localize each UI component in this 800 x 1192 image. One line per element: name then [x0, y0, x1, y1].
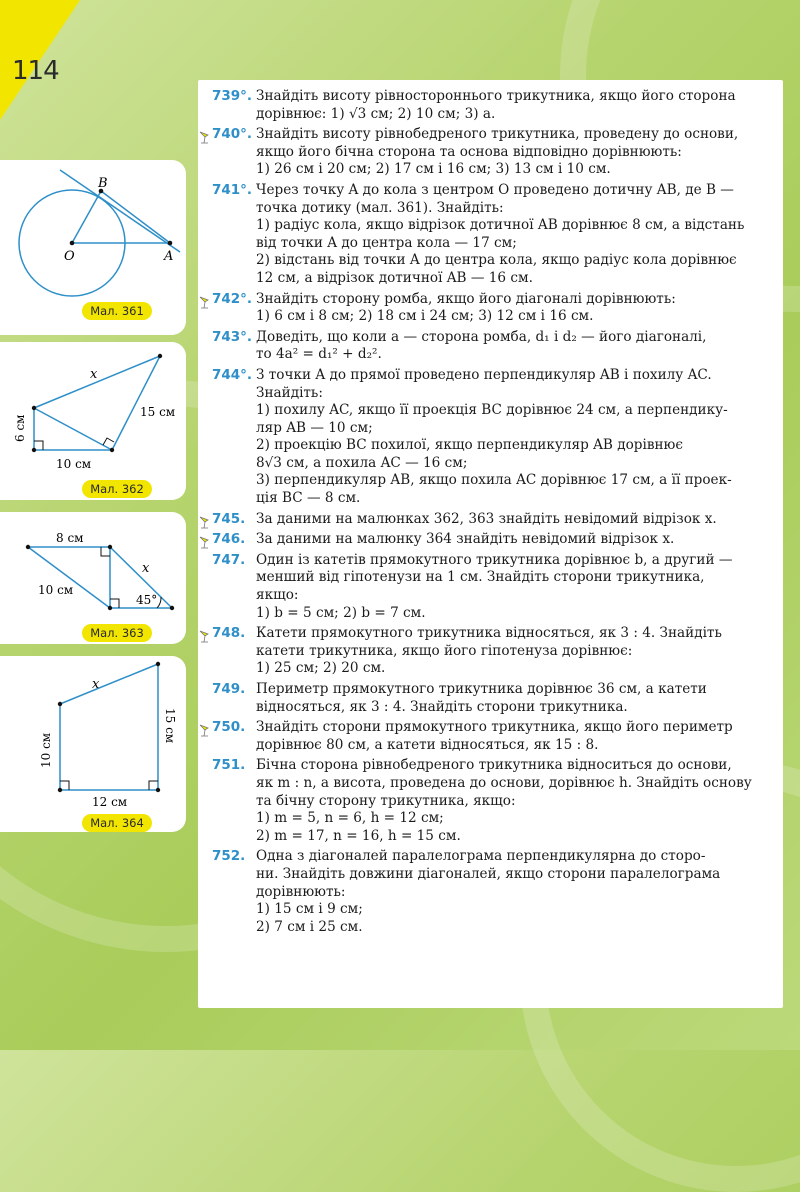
- exercise-text-line: 1) 26 см і 20 см; 2) 17 см і 16 см; 3) 13 см і 10 см.: [256, 161, 611, 178]
- exercise-number: 743°.: [212, 328, 253, 345]
- figure-caption: Мал. 361: [82, 302, 152, 320]
- exercise-text-line: відносяться, як 3 : 4. Знайдіть сторони трикутника.: [256, 698, 628, 715]
- exercise-number: 742°.: [212, 290, 253, 307]
- label-x: x: [90, 367, 98, 382]
- exercise-number: 741°.: [212, 181, 253, 198]
- exercise-text-line: 2) відстань від точки A до центра кола, якщо радіус кола дорівнює: [256, 252, 737, 269]
- exercise-text-line: менший від гіпотенузи на 1 см. Знайдіть сторони трикутника,: [256, 569, 705, 586]
- label-6cm: 6 см: [13, 414, 27, 442]
- lamp-icon: [198, 130, 212, 144]
- label-o: O: [64, 249, 75, 264]
- triangles-diagram: [0, 342, 186, 477]
- exercise-text-line: З точки A до прямої проведено перпендикуляр AB і похилу AC.: [256, 366, 712, 383]
- exercise-number: 745.: [212, 510, 246, 527]
- exercise-text-line: Знайдіть:: [256, 384, 323, 401]
- figure-caption: Мал. 362: [82, 480, 152, 498]
- exercise-text-line: ція BC — 8 см.: [256, 490, 361, 507]
- exercise-number: 740°.: [212, 126, 253, 143]
- exercise-text-line: дорівнює: 1) √3 см; 2) 10 см; 3) a.: [256, 105, 496, 122]
- label-45deg: 45°: [136, 593, 158, 607]
- exercise-item: [212, 511, 774, 529]
- exercise-number: 752.: [212, 848, 246, 865]
- lamp-icon: [198, 535, 212, 549]
- exercise-text-line: від точки A до центра кола — 17 см;: [256, 234, 517, 251]
- exercise-text-line: Один із катетів прямокутного трикутника дорівнює b, а другий —: [256, 551, 733, 568]
- exercise-text-line: 1) похилу AC, якщо її проекція BC дорівнює 24 см, а перпендику-: [256, 402, 728, 419]
- lamp-icon: [198, 629, 212, 643]
- label-10cm: 10 см: [56, 457, 92, 471]
- exercise-text-line: Бічна сторона рівнобедреного трикутника відноситься до основи,: [256, 757, 732, 774]
- exercise-text-line: За даними на малюнках 362, 363 знайдіть невідомий відрізок x.: [256, 510, 717, 527]
- figure-caption: Мал. 364: [82, 814, 152, 832]
- label-a: A: [164, 249, 174, 264]
- label-8cm: 8 см: [56, 531, 84, 545]
- exercise-text-line: ляр AB — 10 см;: [256, 419, 373, 436]
- exercise-list: [212, 88, 774, 939]
- exercise-text-line: 8√3 см, а похила AC — 16 см;: [256, 454, 468, 471]
- exercise-text-line: та бічну сторону трикутника, якщо:: [256, 792, 516, 809]
- figure-361: [0, 160, 186, 335]
- figure-363: [0, 512, 186, 644]
- page-number: 114: [12, 56, 59, 86]
- exercise-text-line: За даними на малюнку 364 знайдіть невідомий відрізок x.: [256, 531, 675, 548]
- exercise-text-line: дорівнюють:: [256, 883, 346, 900]
- exercise-text-line: Через точку A до кола з центром O проведено дотичну AB, де B —: [256, 181, 734, 198]
- exercise-number: 749.: [212, 681, 246, 697]
- exercise-text-line: Доведіть, що коли a — сторона ромба, d₁ і d₂ — його діагоналі,: [256, 328, 707, 345]
- exercise-text-line: 1) b = 5 см; 2) b = 7 см.: [256, 604, 426, 621]
- label-15cm: 15 см: [140, 405, 176, 419]
- exercise-item: [212, 182, 774, 288]
- circle-tangent-diagram: [0, 160, 186, 310]
- exercise-text-line: Одна з діагоналей паралелограма перпендикулярна до сторо-: [256, 848, 706, 865]
- lamp-icon: [198, 515, 212, 529]
- exercise-number: 746.: [212, 531, 246, 548]
- exercise-number: 739°.: [212, 88, 253, 104]
- exercise-text-line: дорівнює 80 см, а катети відносяться, як 15 : 8.: [256, 736, 599, 753]
- exercise-text-line: ни. Знайдіть довжини діагоналей, якщо сторони паралелограма: [256, 865, 721, 882]
- exercise-text-line: 1) 6 см і 8 см; 2) 18 см і 24 см; 3) 12 см і 16 см.: [256, 308, 594, 325]
- exercise-text-line: Знайдіть висоту рівнобедреного трикутника, проведену до основи,: [256, 126, 739, 143]
- exercise-number: 750.: [212, 719, 246, 736]
- figure-364: [0, 656, 186, 832]
- exercise-text-line: якщо його бічна сторона та основа відповідно дорівнюють:: [256, 143, 682, 160]
- label-15cm: 15 см: [163, 708, 177, 744]
- lamp-icon: [198, 723, 212, 737]
- exercise-item: [212, 329, 774, 364]
- exercise-text-line: Знайдіть сторону ромба, якщо його діагоналі дорівнюють:: [256, 290, 676, 307]
- figure-caption: Мал. 363: [82, 624, 152, 642]
- exercise-item: [212, 719, 774, 754]
- exercise-item: [212, 552, 774, 622]
- exercise-text-line: 2) 7 см і 25 см.: [256, 918, 363, 935]
- label-x: x: [142, 561, 150, 576]
- exercise-text-line: 1) радіус кола, якщо відрізок дотичної AB дорівнює 8 см, а відстань: [256, 217, 745, 234]
- exercise-item: [212, 757, 774, 845]
- label-10cm: 10 см: [38, 583, 74, 597]
- exercise-text-line: 3) перпендикуляр AB, якщо похила AC дорівнює 17 см, а її проек-: [256, 472, 732, 489]
- exercise-text-line: як m : n, а висота, проведена до основи, дорівнює h. Знайдіть основу: [256, 774, 752, 791]
- exercise-item: [212, 291, 774, 326]
- exercise-text-line: 2) m = 17, n = 16, h = 15 см.: [256, 827, 461, 844]
- exercise-number: 747.: [212, 551, 246, 568]
- exercise-text-line: Периметр прямокутного трикутника дорівнює 36 см, а катети: [256, 681, 707, 697]
- label-12cm: 12 см: [92, 795, 128, 806]
- exercise-item: [212, 625, 774, 678]
- exercise-text-line: 12 см, а відрізок дотичної AB — 16 см.: [256, 269, 533, 286]
- exercise-text-line: Знайдіть висоту рівностороннього трикутника, якщо його сторона: [256, 88, 736, 104]
- exercise-number: 748.: [212, 625, 246, 642]
- lamp-icon: [198, 295, 212, 309]
- exercise-text-line: катети трикутника, якщо його гіпотенуза дорівнює:: [256, 642, 633, 659]
- exercise-text-line: 1) m = 5, n = 6, h = 12 см;: [256, 810, 444, 827]
- exercise-number: 751.: [212, 757, 246, 774]
- exercise-item: [212, 367, 774, 508]
- exercise-text-line: 1) 15 см і 9 см;: [256, 901, 363, 918]
- label-b: B: [98, 176, 108, 191]
- exercise-item: [212, 848, 774, 936]
- label-x: x: [92, 677, 100, 692]
- parallelogram-diagram: [0, 512, 186, 622]
- exercise-item: [212, 681, 774, 716]
- exercise-text-line: то 4a² = d₁² + d₂².: [256, 346, 382, 363]
- exercise-text-line: 2) проекцію BC похилої, якщо перпендикуляр AB дорівнює: [256, 437, 683, 454]
- exercise-item: [212, 126, 774, 179]
- exercise-number: 744°.: [212, 366, 253, 383]
- exercise-text-line: 1) 25 см; 2) 20 см.: [256, 660, 386, 677]
- exercise-text-line: Катети прямокутного трикутника відносяться, як 3 : 4. Знайдіть: [256, 625, 722, 642]
- trapezoid-diagram: [0, 656, 186, 806]
- exercise-text-line: якщо:: [256, 587, 299, 604]
- exercise-item: [212, 531, 774, 549]
- exercise-text-line: точка дотику (мал. 361). Знайдіть:: [256, 199, 504, 216]
- figure-362: [0, 342, 186, 500]
- label-10cm: 10 см: [39, 732, 53, 768]
- exercise-text-line: Знайдіть сторони прямокутного трикутника, якщо його периметр: [256, 719, 733, 736]
- exercise-item: [212, 88, 774, 123]
